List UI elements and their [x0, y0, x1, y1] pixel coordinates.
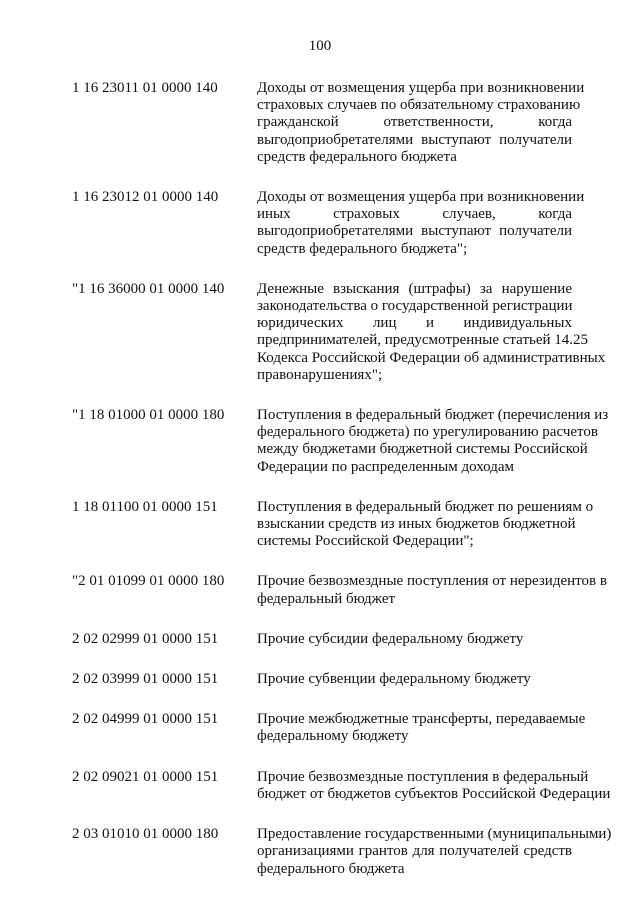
description-line: Денежные взыскания (штрафы) за нарушение: [257, 280, 572, 297]
description-line: Поступления в федеральный бюджет по решениям о: [257, 498, 594, 515]
classification-code: 2 02 03999 01 0000 151: [72, 671, 219, 688]
revenue-description: [257, 189, 585, 258]
description-line: выгодоприобретателями выступают получатели: [257, 223, 572, 240]
classification-code: 1 16 23011 01 0000 140: [72, 80, 218, 96]
table-row: [72, 280, 606, 384]
description-line: Поступления в федеральный бюджет (перечисления из: [257, 407, 609, 424]
description-line: федерального бюджета) по урегулированию расчетов: [257, 424, 598, 441]
description-line: Доходы от возмещения ущерба при возникновении: [257, 189, 585, 206]
classification-code: "2 01 01099 01 0000 180: [72, 573, 225, 590]
classification-code: 2 03 01010 01 0000 180: [72, 826, 219, 843]
classification-code: 1 18 01100 01 0000 151: [72, 498, 218, 515]
description-line: предпринимателей, предусмотренные статьей 14.25: [257, 332, 589, 349]
description-line: системы Российской Федерации";: [257, 533, 474, 550]
description-line: юридических лиц и индивидуальных: [257, 315, 572, 332]
description-line: законодательства о государственной регистрации: [257, 298, 573, 315]
classification-code: 2 02 09021 01 0000 151: [72, 768, 219, 785]
table-row: [72, 189, 585, 258]
table-row: [72, 671, 572, 688]
description-line: средств федерального бюджета: [257, 148, 457, 165]
description-line: Прочие безвозмездные поступления в федеральный: [257, 768, 589, 785]
classification-code: "1 16 36000 01 0000 140: [72, 280, 225, 297]
classification-code: 2 02 04999 01 0000 151: [72, 711, 219, 728]
revenue-description: [257, 826, 612, 878]
revenue-description: [257, 711, 586, 745]
classification-code: "1 18 01000 01 0000 180: [72, 407, 225, 424]
description-line: Кодекса Российской Федерации об административных: [257, 349, 606, 366]
revenue-description: [257, 280, 606, 384]
table-row: [72, 631, 572, 648]
description-line: выгодоприобретателями выступают получатели: [257, 131, 572, 148]
revenue-description: [257, 498, 594, 551]
description-line: страховых случаев по обязательному страхованию: [257, 97, 581, 114]
description-line: гражданской ответственности, когда: [257, 114, 572, 131]
revenue-description: [257, 631, 572, 648]
description-line: федерального бюджета: [257, 860, 405, 877]
description-line: средств федерального бюджета";: [257, 240, 468, 257]
description-line: Предоставление государственными (муниципальными): [257, 826, 612, 843]
table-row: [72, 80, 585, 166]
description-line: Прочие безвозмездные поступления от нерезидентов в: [257, 573, 607, 590]
description-line: организациями грантов для получателей средств: [257, 843, 572, 860]
description-line: федеральный бюджет: [257, 590, 396, 607]
description-line: федеральному бюджету: [257, 728, 409, 745]
description-line: правонарушениях";: [257, 366, 383, 383]
description-line: между бюджетами бюджетной системы Российской: [257, 441, 588, 458]
description-line: Федерации по распределенным доходам: [257, 458, 515, 475]
revenue-description: [257, 671, 572, 688]
table-row: [72, 407, 609, 476]
description-line: взыскании средств из иных бюджетов бюджетной: [257, 516, 576, 533]
page-number: 100: [308, 38, 332, 54]
revenue-description: [257, 407, 609, 476]
description-line: Прочие субсидии федеральному бюджету: [257, 630, 524, 647]
table-row: [72, 711, 586, 745]
table-row: [72, 498, 594, 551]
table-row: [72, 768, 611, 803]
description-line: бюджет от бюджетов субъектов Российской Федерации: [257, 785, 611, 802]
description-line: иных страховых случаев, когда: [257, 206, 572, 223]
revenue-description: [257, 80, 585, 166]
table-row: [72, 826, 612, 878]
description-line: Прочие субвенции федеральному бюджету: [257, 671, 531, 688]
classification-code: 1 16 23012 01 0000 140: [72, 189, 219, 206]
revenue-description: [257, 768, 611, 803]
revenue-description: [257, 573, 607, 607]
table-row: [72, 573, 607, 607]
classification-code: 2 02 02999 01 0000 151: [72, 630, 219, 647]
description-line: Доходы от возмещения ущерба при возникновении: [257, 80, 585, 96]
budget-code-table: [72, 80, 612, 878]
description-line: Прочие межбюджетные трансферты, передаваемые: [257, 711, 586, 728]
